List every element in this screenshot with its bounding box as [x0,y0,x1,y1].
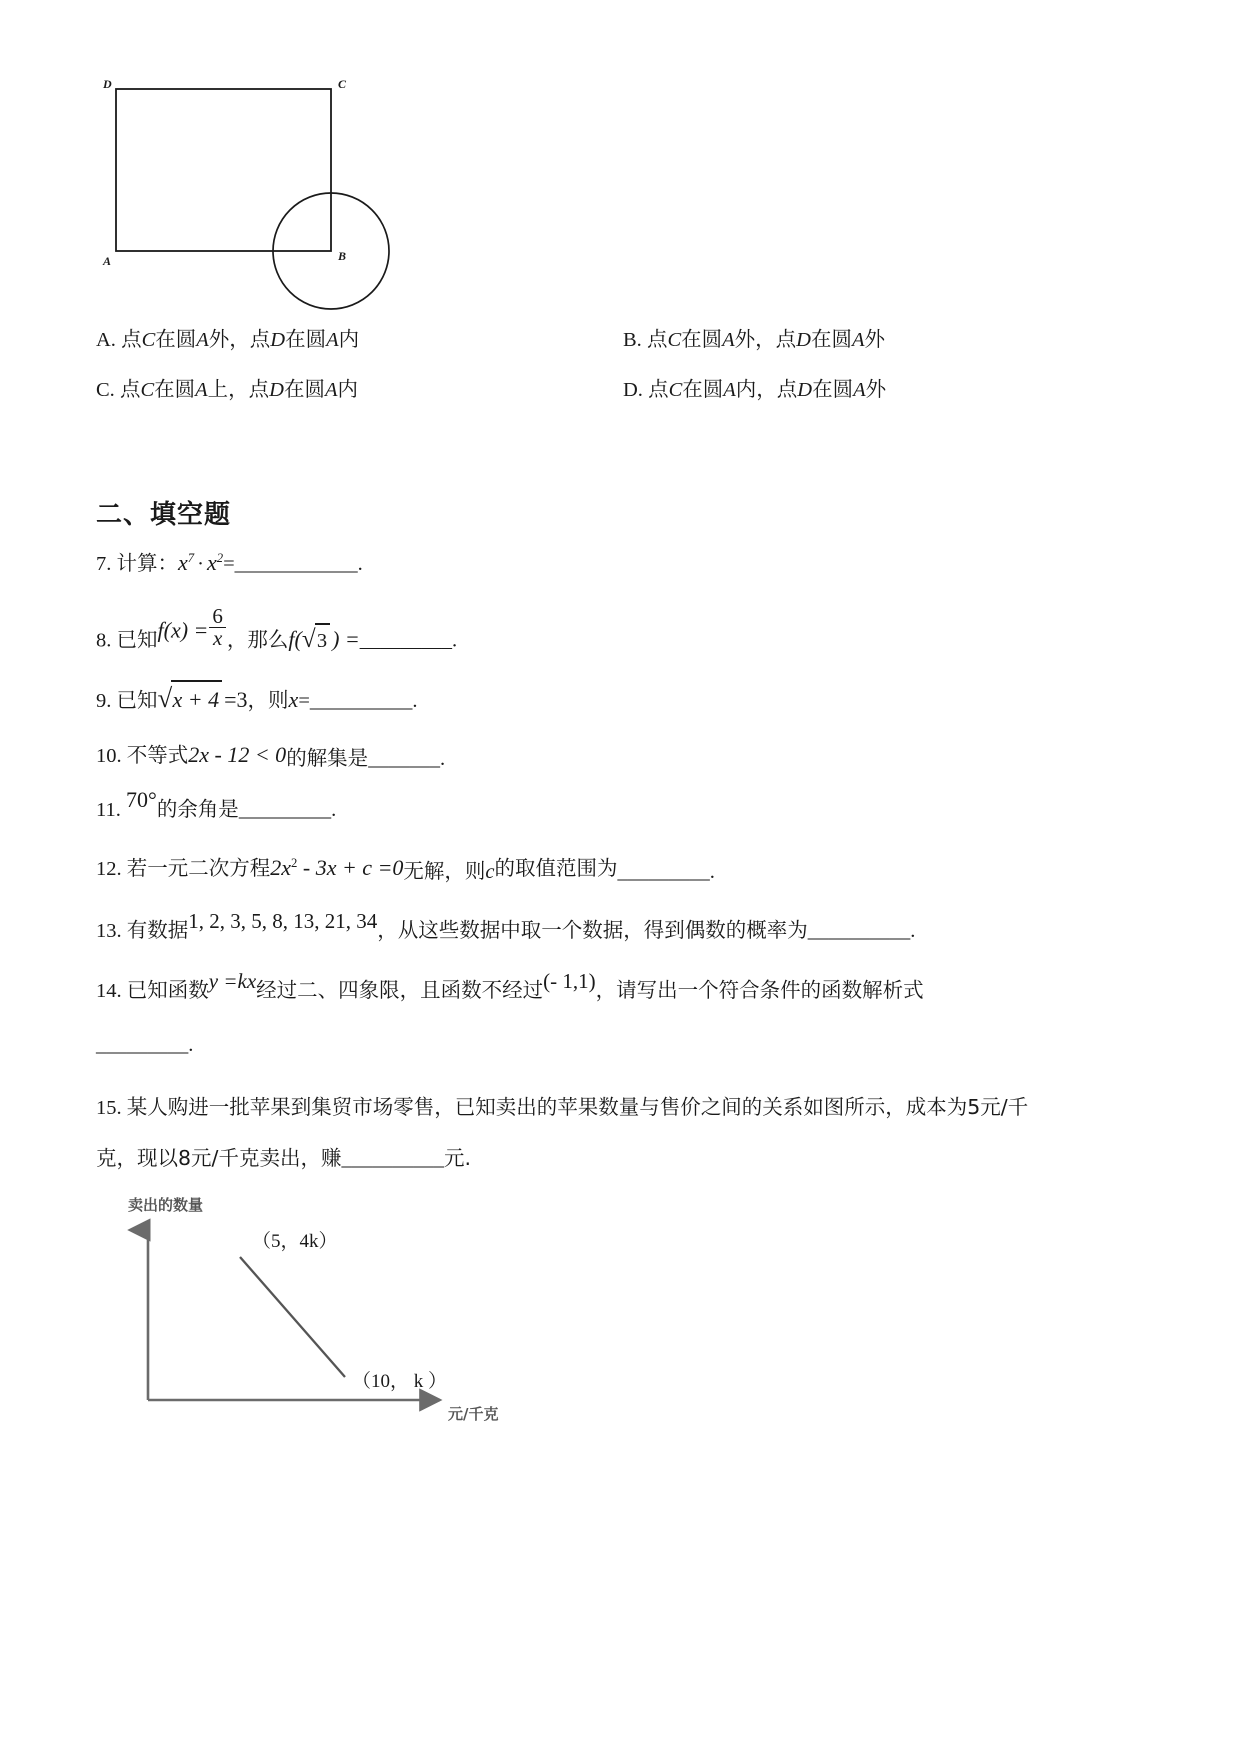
question-14-answer-blank[interactable]: _________ [96,1034,189,1056]
option-b-var-4: A [851,329,865,351]
question-15-answer-blank[interactable]: __________ [341,1148,444,1170]
question-14-period: . [188,1034,194,1056]
question-8-stem: 已知 [116,627,158,652]
question-12-expr-b: - 3x + c =0 [297,855,404,880]
option-c-text-2: 在圆 [154,377,196,401]
option-d-text-2: 在圆 [682,377,724,401]
question-11 [96,787,337,826]
question-7-exp-2: 2 [216,551,224,566]
question-9-sqrt [158,680,223,716]
option-a-text-3: 外，点 [208,327,271,351]
option-d-text-4: 在圆 [812,377,854,401]
question-12-expr-exponent: 2 [291,856,298,871]
question-12-var: c [485,861,495,883]
option-a-var-4: A [326,329,339,351]
option-b-text-5: 外 [864,327,885,351]
option-c-label: C. [96,379,115,401]
question-8-answer-blank[interactable]: _________ [359,629,452,652]
question-10-stem: 不等式 [126,743,189,767]
option-d-label: D. [623,379,643,401]
vertex-label-a: A [103,254,112,268]
data-point-label-1: （5，4k） [252,1231,338,1252]
option-d-text-1: 点 [648,377,669,401]
option-c-text-1: 点 [119,377,141,401]
option-c-text-3: 上，点 [207,377,270,401]
question-13-data-list: 1, 2, 3, 5, 8, 13, 21, 34 [188,909,378,933]
question-9-stem: 已知 [116,688,158,712]
question-15-line-1 [96,1092,1028,1124]
question-10-expression: 2x - 12 < 0 [188,742,287,767]
question-7-period: . [357,553,363,575]
question-10-answer-blank[interactable]: _______ [368,748,440,770]
question-15-number: 15. [96,1097,122,1119]
question-9-equals: =3 [224,687,248,712]
question-8-period: . [452,629,458,652]
sales-quantity-price-chart [100,1185,700,1505]
option-a-text-5: 内 [338,327,360,351]
question-13-answer-blank[interactable]: __________ [807,920,911,942]
question-11-period: . [331,799,337,821]
question-11-answer-blank[interactable]: _________ [238,799,332,821]
option-c-var-2: A [195,379,208,401]
option-b-var-2: A [722,329,735,351]
option-c-text-5: 内 [337,377,358,401]
question-13-number: 13. [96,920,122,942]
option-b-text-3: 外，点 [734,327,797,351]
question-13-tail: ，从这些数据中取一个数据，得到偶数的概率为 [377,918,808,942]
rectangle-shape [116,89,331,251]
question-8-radicand: 3 [315,623,330,657]
question-8-number: 8. [96,629,112,652]
question-14-function: y =kx [208,969,257,993]
question-14 [96,969,924,1007]
question-11-angle-value: 70° [126,787,157,812]
question-8-f-open: f( [288,626,302,652]
question-15-text-line-1: 某人购进一批苹果到集贸市场零售，已知卖出的苹果数量与售价之间的关系如图所示，成本为5元/千 [126,1095,1029,1119]
option-b-text-1: 点 [646,327,668,351]
question-8 [96,604,458,658]
question-9-radicand: x + 4 [171,680,223,716]
question-8-denominator: x [209,627,226,649]
question-9-comma: ，则 [247,688,289,712]
option-b-label: B. [623,329,642,351]
question-12-number: 12. [96,858,122,880]
question-8-numerator: 6 [212,604,223,628]
question-12-tail-2: 的取值范围为 [494,856,618,880]
question-9-radical-sign: √ [157,683,173,713]
section-heading-fill-in-blanks: 二、填空题 [96,500,232,530]
question-14-number: 14. [96,980,122,1002]
question-15-text-line-2a: 克，现以8元/千克卖出，赚 [96,1146,342,1170]
question-7-var-2: x [206,550,217,575]
question-10-number: 10. [96,745,122,767]
question-12-stem: 若一元二次方程 [126,856,271,880]
question-12-period: . [709,861,715,883]
option-a-text-4: 在圆 [285,327,327,351]
question-12-tail-1: 无解，则 [403,859,486,883]
question-9 [96,680,418,717]
question-8-fraction [209,606,226,649]
question-10 [96,738,445,772]
question-8-formula [158,606,227,649]
question-9-period: . [412,690,418,712]
question-14-tail-1: 经过二、四象限，且函数不经过 [256,978,544,1002]
option-d-var-1: C [668,379,683,401]
question-14-blank-line [96,1030,193,1061]
question-13 [96,909,916,947]
vertex-label-d: D [103,77,112,91]
option-d-text-5: 外 [865,377,887,401]
question-8-comma: ，那么 [226,627,289,652]
question-8-radical-sign: √ [301,625,316,653]
vertex-label-c: C [338,77,347,91]
option-c-var-3: D [269,379,284,401]
option-b-text-2: 在圆 [681,327,723,351]
question-12-answer-blank[interactable]: _________ [617,861,710,883]
x-axis-label: 元/千克 [448,1405,499,1423]
question-14-tail-2: ，请写出一个符合条件的函数解析式 [595,978,924,1002]
question-7-answer-blank[interactable]: ____________ [234,553,358,575]
geometry-figure-rectangle-circle [88,58,508,323]
question-14-stem: 已知函数 [126,978,209,1002]
option-c-var-4: A [324,379,338,401]
question-9-number: 9. [96,690,112,712]
question-8-sqrt [302,623,330,657]
question-8-f-close: ) = [332,626,360,652]
data-point-label-2: （10， k ） [352,1371,448,1392]
option-a-var-3: D [270,329,286,351]
option-b-var-3: D [796,329,811,351]
question-9-answer-blank[interactable]: __________ [309,690,413,712]
question-11-tail: 的余角是 [156,797,239,821]
question-12 [96,851,715,885]
option-d-var-2: A [723,379,736,401]
question-13-stem: 有数据 [126,918,189,942]
option-c[interactable] [96,374,358,406]
question-7-equals: = [223,553,235,575]
option-b[interactable] [623,324,885,356]
option-d-text-3: 内，点 [735,377,798,401]
question-15-line-2 [96,1143,471,1175]
demand-line-series [240,1257,345,1377]
question-9-equals-2: = [298,690,310,712]
option-b-var-1: C [667,329,682,351]
question-13-period: . [910,920,916,942]
question-7-stem: 计算： [116,551,178,575]
y-axis-label: 卖出的数量 [128,1196,204,1214]
question-7 [96,546,363,580]
option-c-var-1: C [140,379,155,401]
option-d-var-4: A [853,379,866,401]
option-a[interactable] [96,324,359,356]
question-7-number: 7. [96,553,112,575]
question-8-fx: f(x) = [157,617,209,643]
question-15-text-line-2b: 元. [443,1146,471,1170]
option-d-var-3: D [797,379,813,401]
question-10-tail: 的解集是 [286,746,369,770]
question-7-dot: · [197,553,204,575]
option-a-text-2: 在圆 [155,327,197,351]
question-9-var: x [288,687,299,712]
question-7-var-1: x [178,550,188,575]
question-14-point: (- 1,1) [543,969,596,993]
option-a-var-2: A [196,329,209,351]
option-a-label: A. [96,329,116,351]
option-a-text-1: 点 [121,327,142,351]
option-b-text-4: 在圆 [810,327,852,351]
option-c-text-4: 在圆 [283,377,325,401]
option-a-var-1: C [141,329,156,351]
vertex-label-b: B [338,249,347,263]
question-7-exp-1: 7 [187,551,195,566]
option-d[interactable] [623,374,886,406]
question-12-expr-a: 2x [270,855,292,880]
question-10-period: . [439,748,446,770]
question-11-number: 11. [96,799,121,821]
